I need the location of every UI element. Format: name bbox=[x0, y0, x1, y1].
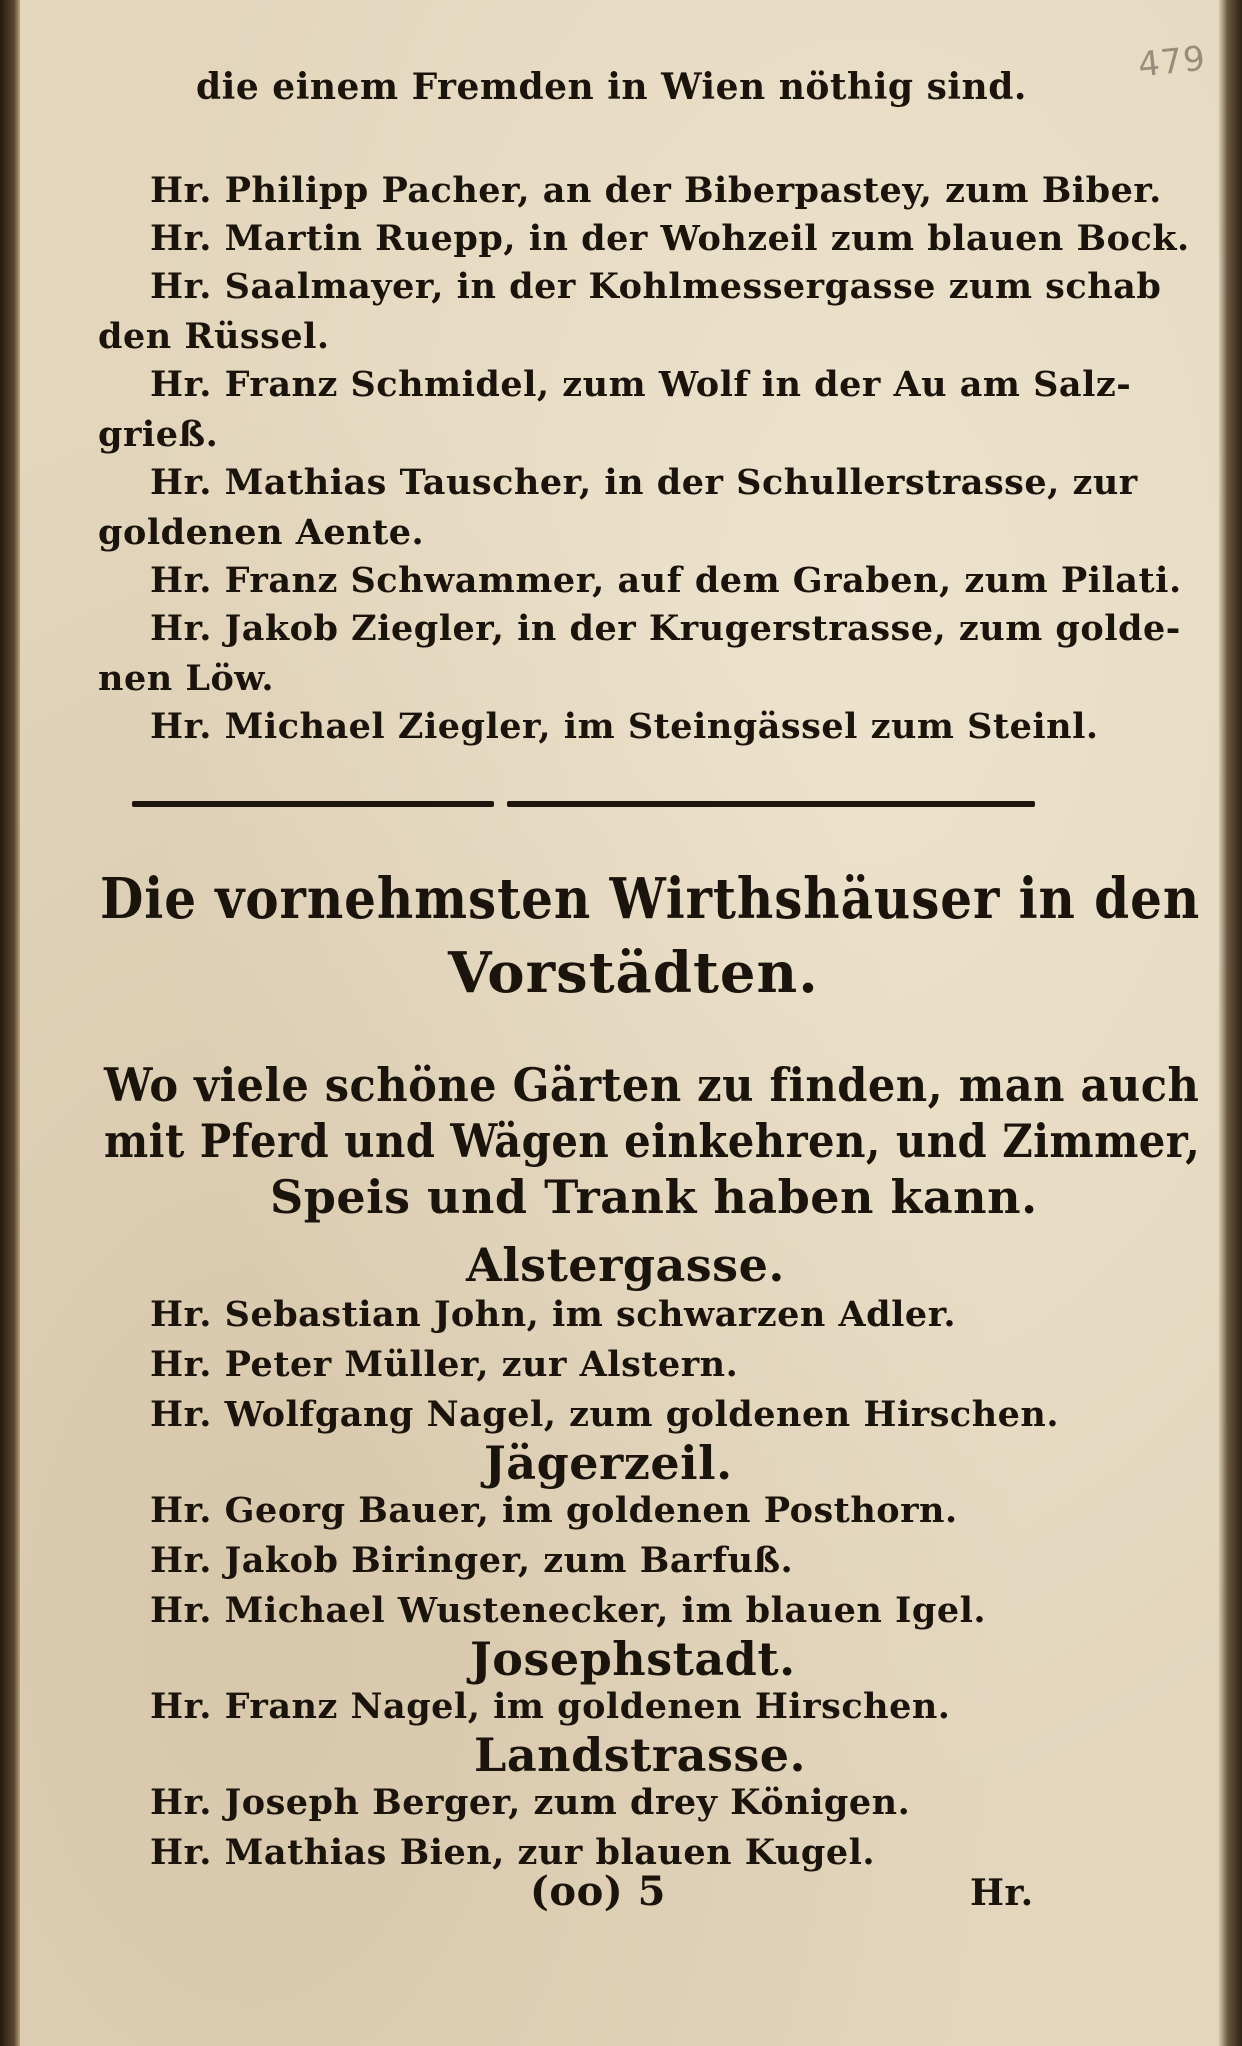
entry-line: Hr. Philipp Pacher, an der Biberpastey, zum Biber. bbox=[150, 170, 1162, 211]
entry-line: Hr. Martin Ruepp, in der Wohzeil zum blauen Bock. bbox=[150, 218, 1190, 259]
entry-line: grieß. bbox=[98, 414, 219, 455]
entry-line: Hr. Michael Ziegler, im Steingässel zum Steinl. bbox=[150, 706, 1099, 747]
entry-line: Hr. Mathias Bien, zur blauen Kugel. bbox=[150, 1832, 876, 1873]
entry-line: Hr. Jakob Biringer, zum Barfuß. bbox=[150, 1540, 794, 1581]
entry-line: Hr. Mathias Tauscher, in der Schullerstrasse, zur bbox=[150, 462, 1138, 503]
entry-line: Hr. Wolfgang Nagel, zum goldenen Hirschen. bbox=[150, 1394, 1060, 1435]
entry-line: Hr. Peter Müller, zur Alstern. bbox=[150, 1344, 739, 1385]
subheading-line-2: mit Pferd und Wägen einkehren, und Zimmer, bbox=[104, 1114, 1201, 1168]
catchword: Hr. bbox=[970, 1872, 1034, 1914]
entry-line: Hr. Franz Nagel, im goldenen Hirschen. bbox=[150, 1686, 951, 1727]
entry-line: Hr. Franz Schwammer, auf dem Graben, zum Pilati. bbox=[150, 560, 1182, 601]
street-heading: Josephstadt. bbox=[470, 1632, 796, 1686]
entry-line: goldenen Aente. bbox=[98, 512, 425, 553]
subheading-line-1: Wo viele schöne Gärten zu finden, man auch bbox=[104, 1058, 1200, 1112]
street-heading: Alstergasse. bbox=[466, 1238, 785, 1292]
section-heading-line-2: Vorstädten. bbox=[448, 940, 819, 1006]
street-heading: Jägerzeil. bbox=[484, 1436, 733, 1490]
street-heading: Landstrasse. bbox=[474, 1728, 807, 1782]
entry-line: Hr. Sebastian John, im schwarzen Adler. bbox=[150, 1294, 957, 1335]
entry-line: Hr. Georg Bauer, im goldenen Posthorn. bbox=[150, 1490, 958, 1531]
entry-line: Hr. Franz Schmidel, zum Wolf in der Au am Salz- bbox=[150, 364, 1132, 405]
entry-line: Hr. Saalmayer, in der Kohlmessergasse zum schab bbox=[150, 266, 1162, 307]
divider-rule-left bbox=[132, 801, 494, 807]
entry-line: Hr. Michael Wustenecker, im blauen Igel. bbox=[150, 1590, 987, 1631]
entry-line: den Rüssel. bbox=[98, 316, 330, 357]
entry-line: nen Löw. bbox=[98, 658, 275, 699]
printer-signature: (oo) 5 bbox=[530, 1868, 666, 1915]
running-head: die einem Fremden in Wien nöthig sind. bbox=[196, 66, 1027, 108]
entry-line: Hr. Jakob Ziegler, in der Krugerstrasse, zum golde- bbox=[150, 608, 1181, 649]
book-binding-edge bbox=[0, 0, 20, 2046]
page-number-pencil-mark: 479 bbox=[1136, 38, 1208, 86]
page-right-edge bbox=[1218, 0, 1242, 2046]
divider-rule-right bbox=[507, 801, 1035, 807]
entry-line: Hr. Joseph Berger, zum drey Königen. bbox=[150, 1782, 911, 1823]
section-heading-line-1: Die vornehmsten Wirthshäuser in den bbox=[100, 866, 1201, 932]
subheading-line-3: Speis und Trank haben kann. bbox=[270, 1170, 1038, 1224]
